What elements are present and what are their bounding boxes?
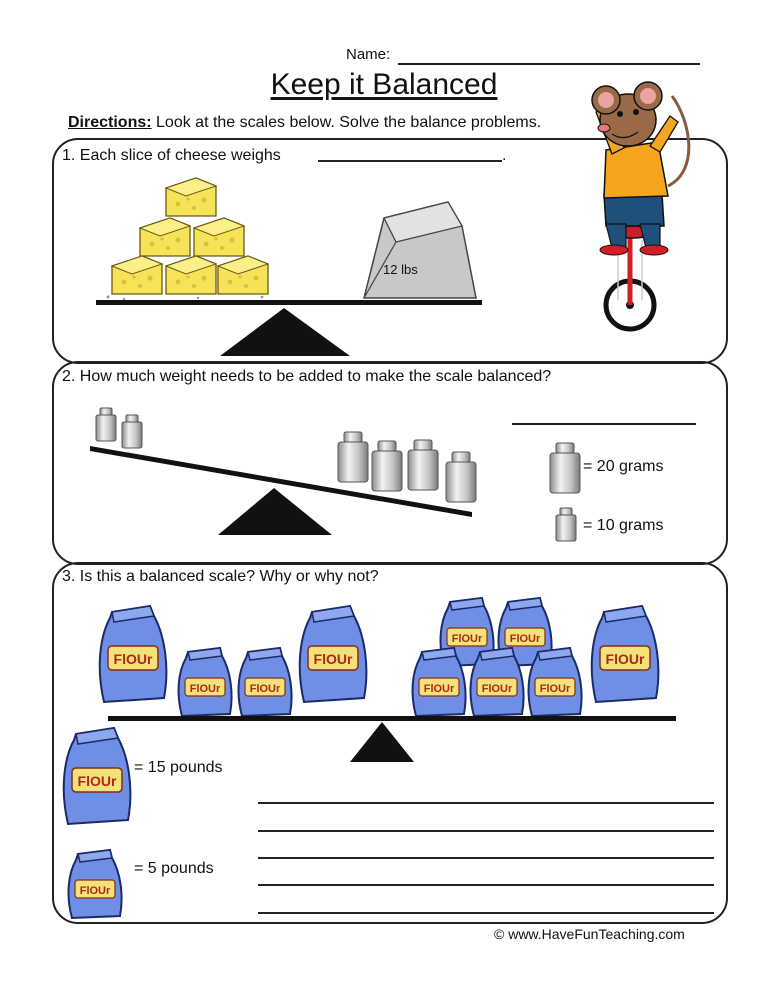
- answer-line[interactable]: [258, 884, 714, 886]
- flour-bag-large: [300, 606, 367, 702]
- legend-15-pounds: = 15 pounds: [134, 759, 223, 776]
- problem3-scene: FlOUr FlOUr: [0, 0, 768, 995]
- flour-bag-large: [592, 606, 659, 702]
- problem2-question: 2. How much weight needs to be added to make the scale balanced?: [62, 368, 552, 385]
- flour-bag-small: [239, 648, 292, 716]
- name-label: Name:: [346, 46, 391, 63]
- directions-label: Directions:: [68, 114, 152, 131]
- page-title: Keep it Balanced: [270, 68, 498, 101]
- problem3-beam: [108, 716, 676, 721]
- flour-bag-large: [100, 606, 167, 702]
- answer-line[interactable]: [258, 912, 714, 914]
- problem1-question: 1. Each slice of cheese weighs: [62, 147, 281, 164]
- legend-small-flour-bag-icon: [69, 850, 122, 918]
- flour-bag-small: [471, 648, 524, 716]
- weight-label: 12 lbs: [383, 262, 418, 277]
- directions-text: Look at the scales below. Solve the balance problems.: [156, 114, 542, 131]
- answer-line[interactable]: [258, 802, 714, 804]
- problem3-fulcrum: [350, 722, 414, 762]
- flour-bag-small: [179, 648, 232, 716]
- legend-5-pounds: = 5 pounds: [134, 860, 214, 877]
- answer-line[interactable]: [258, 857, 714, 859]
- period: .: [502, 147, 507, 164]
- answer-line[interactable]: [258, 830, 714, 832]
- flour-bag-small: [413, 648, 466, 716]
- legend-large-flour-bag-icon: [64, 728, 131, 824]
- legend-10-grams: = 10 grams: [583, 517, 664, 534]
- problem3-question: 3. Is this a balanced scale? Why or why not?: [62, 568, 379, 585]
- legend-20-grams: = 20 grams: [583, 458, 664, 475]
- copyright-footer[interactable]: © www.HaveFunTeaching.com: [494, 926, 685, 942]
- flour-bag-small: [529, 648, 582, 716]
